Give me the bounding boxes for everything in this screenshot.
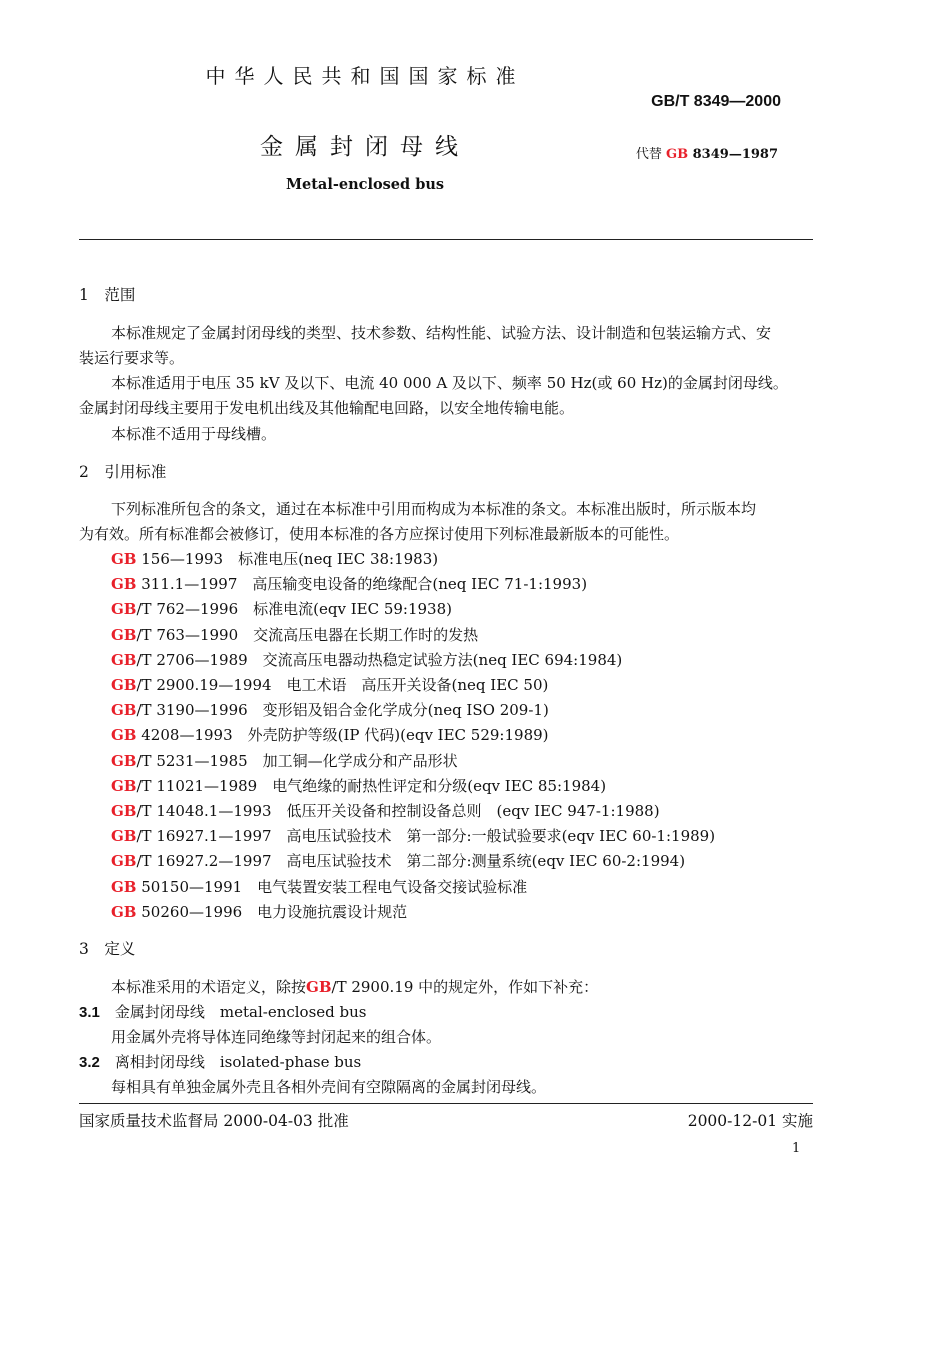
reference-item <box>79 751 847 771</box>
reference-text: /T 16927.2—1997 高电压试验技术 第二部分:测量系统(eqv IEC 60-2:1994) <box>136 852 686 871</box>
reference-text: /T 14048.1—1993 低压开关设备和控制设备总则 (eqv IEC 947-1:1988) <box>136 802 660 820</box>
title-en: Metal-enclosed bus <box>285 176 445 193</box>
section-3-heading: 3 定义 <box>79 940 136 958</box>
page-number: 1 <box>792 1141 801 1156</box>
paragraph: 金属封闭母线主要用于发电机出线及其他输配电回路，以安全地传输电能。 <box>79 399 575 417</box>
national-standard-heading: 中华人民共和国国家标准 <box>205 64 525 88</box>
standard-prefix: GB <box>111 650 137 669</box>
reference-text: /T 762—1996 标准电流(eqv IEC 59:1938) <box>136 600 452 619</box>
reference-text: /T 11021—1989 电气绝缘的耐热性评定和分级(eqv IEC 85:1984) <box>136 776 607 795</box>
standard-prefix: GB <box>111 877 137 896</box>
term-label: 金属封闭母线 metal-enclosed bus <box>114 1003 367 1021</box>
reference-text: 156—1993 标准电压(neq IEC 38:1983) <box>136 550 439 568</box>
standard-code: GB/T 8349—2000 <box>651 93 781 110</box>
standard-prefix: GB <box>111 550 137 568</box>
reference-text: 50150—1991 电气装置安装工程电气设备交接试验标准 <box>136 877 528 896</box>
definition-number: 3.1 <box>79 1004 100 1021</box>
reference-text: /T 3190—1996 变形铝及铝合金化学成分(neq ISO 209-1) <box>136 701 549 720</box>
intro-text: 本标准采用的术语定义，除按 <box>111 978 307 996</box>
intro-prefix: GB <box>306 978 332 996</box>
standard-prefix: GB <box>111 827 137 846</box>
standard-prefix: GB <box>111 802 137 820</box>
paragraph: 为有效。所有标准都会被修订，使用本标准的各方应探讨使用下列标准最新版本的可能性。 <box>79 525 680 543</box>
paragraph: 本标准不适用于母线槽。 <box>111 425 277 443</box>
reference-text: 50260—1996 电力设施抗震设计规范 <box>136 902 408 921</box>
standard-prefix: GB <box>111 902 137 921</box>
reference-item <box>79 599 847 619</box>
standard-prefix: GB <box>111 852 137 871</box>
reference-text: /T 16927.1—1997 高电压试验技术 第一部分:一般试验要求(eqv IEC 60-1:1989) <box>136 827 716 846</box>
reference-text: 4208—1993 外壳防护等级(IP 代码)(eqv IEC 529:1989) <box>136 726 549 745</box>
definitions-intro <box>79 977 847 997</box>
reference-item <box>79 549 847 569</box>
standard-prefix: GB <box>111 676 137 694</box>
reference-text: 311.1—1997 高压输变电设备的绝缘配合(neq IEC 71-1:1993) <box>136 575 588 594</box>
definition-number: 3.2 <box>79 1054 100 1071</box>
reference-text: /T 763—1990 交流高压电器在长期工作时的发热 <box>136 625 479 644</box>
paragraph: 装运行要求等。 <box>79 349 185 367</box>
definition-term <box>79 1052 815 1073</box>
reference-text: /T 2900.19—1994 电工术语 高压开关设备(neq IEC 50) <box>136 676 549 694</box>
section-1-heading: 1 范围 <box>79 286 136 304</box>
footer-divider <box>79 1103 813 1104</box>
standard-prefix: GB <box>111 625 137 644</box>
reference-item <box>79 725 847 745</box>
definition-text: 用金属外壳将导体连同绝缘等封闭起来的组合体。 <box>111 1028 442 1046</box>
standard-prefix: GB <box>111 751 137 770</box>
reference-item <box>79 776 847 796</box>
approval-line: 国家质量技术监督局 2000-04-03 批准 <box>79 1112 349 1130</box>
paragraph: 下列标准所包含的条文，通过在本标准中引用而构成为本标准的条文。本标准出版时，所示版本均 <box>111 500 757 518</box>
term-label: 离相封闭母线 isolated-phase bus <box>114 1053 362 1071</box>
paragraph: 本标准规定了金属封闭母线的类型、技术参数、结构性能、试验方法、设计制造和包装运输方式、安 <box>111 324 772 342</box>
paragraph: 本标准适用于电压 35 kV 及以下、电流 40 000 A 及以下、频率 50 Hz(或 60 Hz)的金属封闭母线。 <box>111 374 788 392</box>
reference-item <box>79 801 847 821</box>
reference-item <box>79 700 847 720</box>
header-divider <box>79 239 813 240</box>
definition-term <box>79 1002 815 1023</box>
reference-item <box>79 650 847 670</box>
reference-item <box>79 675 847 695</box>
section-2-heading: 2 引用标准 <box>79 463 167 481</box>
standard-prefix: GB <box>111 726 137 745</box>
definition-text: 每相具有单独金属外壳且各相外壳间有空隙隔离的金属封闭母线。 <box>111 1078 547 1096</box>
reference-item <box>79 877 847 897</box>
standard-prefix: GB <box>111 600 137 619</box>
reference-item <box>79 574 847 594</box>
intro-text: /T 2900.19 中的规定外，作如下补充： <box>331 978 599 996</box>
effective-date: 2000-12-01 实施 <box>687 1112 813 1130</box>
replaces-note <box>636 143 778 162</box>
replaces-code: 8349—1987 <box>688 147 778 162</box>
reference-text: /T 5231—1985 加工铜—化学成分和产品形状 <box>136 751 458 770</box>
standard-prefix: GB <box>111 575 137 594</box>
replaces-label: 代替 <box>635 147 662 162</box>
reference-text: /T 2706—1989 交流高压电器动热稳定试验方法(neq IEC 694:1984) <box>136 650 623 669</box>
reference-item <box>79 625 847 645</box>
standard-prefix: GB <box>111 776 137 795</box>
standard-prefix: GB <box>111 701 137 720</box>
reference-item <box>79 902 847 922</box>
reference-item <box>79 826 847 846</box>
reference-item <box>79 851 847 871</box>
title-cn: 金属封闭母线 <box>260 134 470 160</box>
replaces-prefix: GB <box>666 147 689 162</box>
